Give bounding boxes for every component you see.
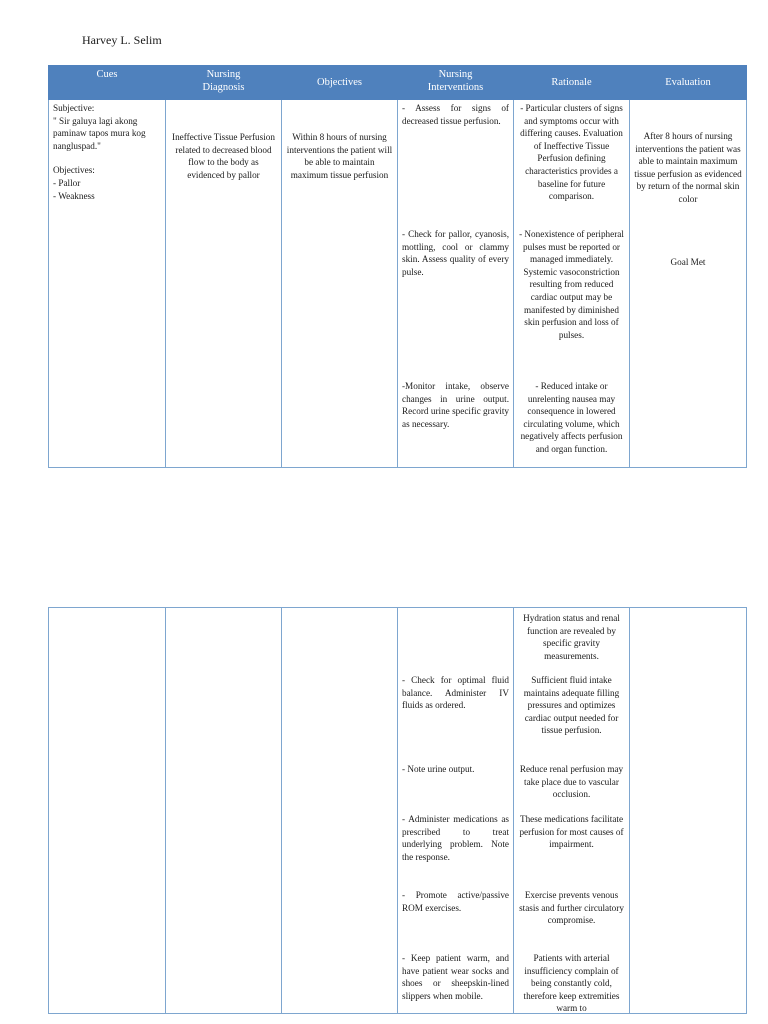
rationale-item: Sufficient fluid intake maintains adequate filling pressures and optimizes cardiac output needed for tissue perfusion. xyxy=(523,675,620,736)
diagnosis-cell-empty xyxy=(166,608,282,1014)
rationale-item: Reduce renal perfusion may take place due to vascular occlusion. xyxy=(519,764,624,800)
intervention-item: - Check for optimal fluid balance. Administer IV fluids as ordered. xyxy=(402,675,509,711)
intervention-item: - Keep patient warm, and have patient wear socks and shoes or sheepskin-lined slippers when mobile. xyxy=(402,953,509,1001)
rationale-item: Patients with arterial insufficiency complain of being constantly cold, therefore keep extremities warm to xyxy=(523,953,620,1014)
header-nursing-diagnosis: Nursing Diagnosis xyxy=(166,66,282,100)
cues-cell xyxy=(49,100,166,468)
cues-cell-empty xyxy=(49,608,166,1014)
intervention-item: -Monitor intake, observe changes in urine output. Record urine specific gravity as necessary. xyxy=(402,381,509,429)
nursing-diagnosis-text: Ineffective Tissue Perfusion related to decreased blood flow to the body as evidenced by pallor xyxy=(172,132,275,180)
objective-item: - Pallor xyxy=(53,177,81,188)
header-cues: Cues xyxy=(49,66,166,100)
subjective-quote: " Sir galuya lagi akong paminaw tapos mura kog nangluspad." xyxy=(53,115,146,151)
rationale-item: - Reduced intake or unrelenting nausea may consequence in lowered circulating volume, which negatively affects perfusion and organ function. xyxy=(520,381,623,454)
interventions-cell xyxy=(398,608,514,1014)
header-rationale: Rationale xyxy=(514,66,630,100)
objective-item: - Weakness xyxy=(53,190,95,201)
objective-cell-empty xyxy=(282,608,398,1014)
goal-status: Goal Met xyxy=(670,257,706,267)
rationale-item: Exercise prevents venous stasis and further circulatory compromise. xyxy=(519,890,624,926)
diagnosis-cell xyxy=(166,100,282,468)
evaluation-cell xyxy=(630,100,747,468)
intervention-item: - Check for pallor, cyanosis, mottling, cool or clammy skin. Assess quality of every pulse. xyxy=(402,229,509,277)
rationale-item: - Particular clusters of signs and symptoms occur with differing causes. Evaluation of Ineffective Tissue Perfusion defining characteristics provides a baseline for future comparison. xyxy=(520,103,623,202)
intervention-item: - Note urine output. xyxy=(402,764,475,774)
objective-cell xyxy=(282,100,398,468)
intervention-item: - Assess for signs of decreased tissue perfusion. xyxy=(402,103,509,126)
objective-text: Within 8 hours of nursing interventions the patient will be able to maintain maximum tissue perfusion xyxy=(286,132,393,180)
rationale-item: Hydration status and renal function are revealed by specific gravity measurements. xyxy=(523,613,620,661)
header-nursing-interventions: Nursing Interventions xyxy=(398,66,514,100)
rationale-item: These medications facilitate perfusion for most causes of impairment. xyxy=(519,814,624,850)
evaluation-text: After 8 hours of nursing interventions the patient was able to maintain maximum tissue perfusion as evidenced by return of the normal skin color xyxy=(634,131,742,204)
nursing-care-plan-table xyxy=(48,65,747,468)
nursing-care-plan-table-continued xyxy=(48,607,747,1014)
header-objectives: Objectives xyxy=(282,66,398,100)
rationale-item: - Nonexistence of peripheral pulses must be reported or managed immediately. Systemic vasoconstriction resulting from reduced cardiac output may be manifested by diminished skin perfusion and loss of pulses. xyxy=(519,229,624,340)
rationale-cell xyxy=(514,100,630,468)
subjective-label: Subjective: xyxy=(53,103,95,113)
rationale-cell xyxy=(514,608,630,1014)
intervention-item: - Administer medications as prescribed to treat underlying problem. Note the response. xyxy=(402,814,509,862)
interventions-cell xyxy=(398,100,514,468)
author-name: Harvey L. Selim xyxy=(82,33,162,47)
objectives-label: Objectives: xyxy=(53,165,95,176)
evaluation-cell-empty xyxy=(630,608,747,1014)
header-evaluation: Evaluation xyxy=(630,66,747,100)
intervention-item: - Promote active/passive ROM exercises. xyxy=(402,890,509,913)
